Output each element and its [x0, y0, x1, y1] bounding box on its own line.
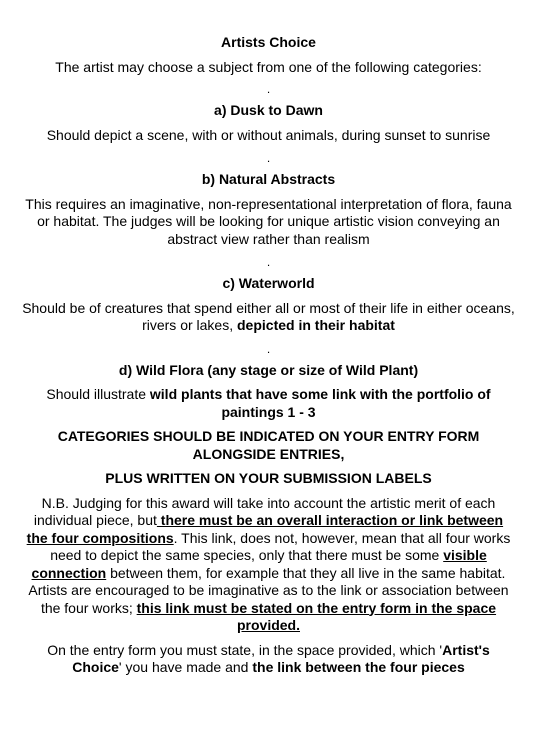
closing-artists-choice: Artist's Choice — [72, 641, 490, 675]
category-b-description: This requires an imaginative, non-representational interpretation of flora, fauna or habitat. The judges will be looking for unique artistic vision conveying an abstract view rather than realism — [25, 195, 512, 247]
category-c-description — [22, 300, 515, 335]
intro-text: The artist may choose a subject from one of the following categories: — [55, 58, 482, 75]
nb-text-3: between them, for example that they all live in the same habitat. Artists are encouraged to be imaginative as to the link or association between the four works; — [28, 564, 509, 616]
labels-notice: PLUS WRITTEN ON YOUR SUBMISSION LABELS — [105, 470, 432, 486]
separator-dot: . — [266, 255, 271, 269]
nb-text-2: . This link, does not, however, mean that all four works need to depict the same species, only that there must be some — [50, 529, 511, 563]
category-d-description — [22, 386, 515, 421]
category-a-heading: a) Dusk to Dawn — [214, 102, 323, 118]
nb-text-1: N.B. Judging for this award will take into account the artistic merit of each individual piece, but — [33, 494, 496, 528]
separator-dot: . — [266, 341, 271, 356]
page-title: Artists Choice — [221, 34, 316, 50]
closing-link-emphasis: the link between the four pieces — [252, 659, 465, 675]
nb-visible-connection: visible connection — [31, 547, 487, 581]
category-a-description: Should depict a scene, with or without animals, during sunset to sunrise — [46, 126, 491, 143]
category-b-heading: b) Natural Abstracts — [201, 171, 336, 187]
closing-paragraph — [22, 642, 515, 677]
separator-dot: . — [266, 151, 271, 165]
closing-text-1: On the entry form you must state, in the space provided, which ' — [47, 641, 443, 658]
category-d-text: Should illustrate — [46, 386, 150, 402]
separator-dot: . — [266, 82, 271, 96]
category-c-emphasis: depicted in their habitat — [237, 317, 395, 333]
category-d-emphasis: wild plants that have some link with the portfolio of paintings 1 - 3 — [149, 386, 491, 420]
nb-link-requirement: there must be an overall interaction or link between the four compositions — [26, 512, 504, 546]
category-c-text: Should be of creatures that spend either all or most of their life in either oceans, rivers or lakes, — [22, 299, 515, 333]
category-d-heading: d) Wild Flora (any stage or size of Wild Plant) — [118, 361, 419, 378]
nb-paragraph — [22, 495, 515, 635]
categories-notice: CATEGORIES SHOULD BE INDICATED ON YOUR ENTRY FORM ALONGSIDE ENTRIES, — [57, 428, 480, 462]
nb-link-stated: this link must be stated on the entry form in the space provided. — [136, 599, 497, 633]
category-c-heading: c) Waterworld — [222, 275, 315, 291]
closing-text-2: ' you have made and — [118, 659, 253, 675]
